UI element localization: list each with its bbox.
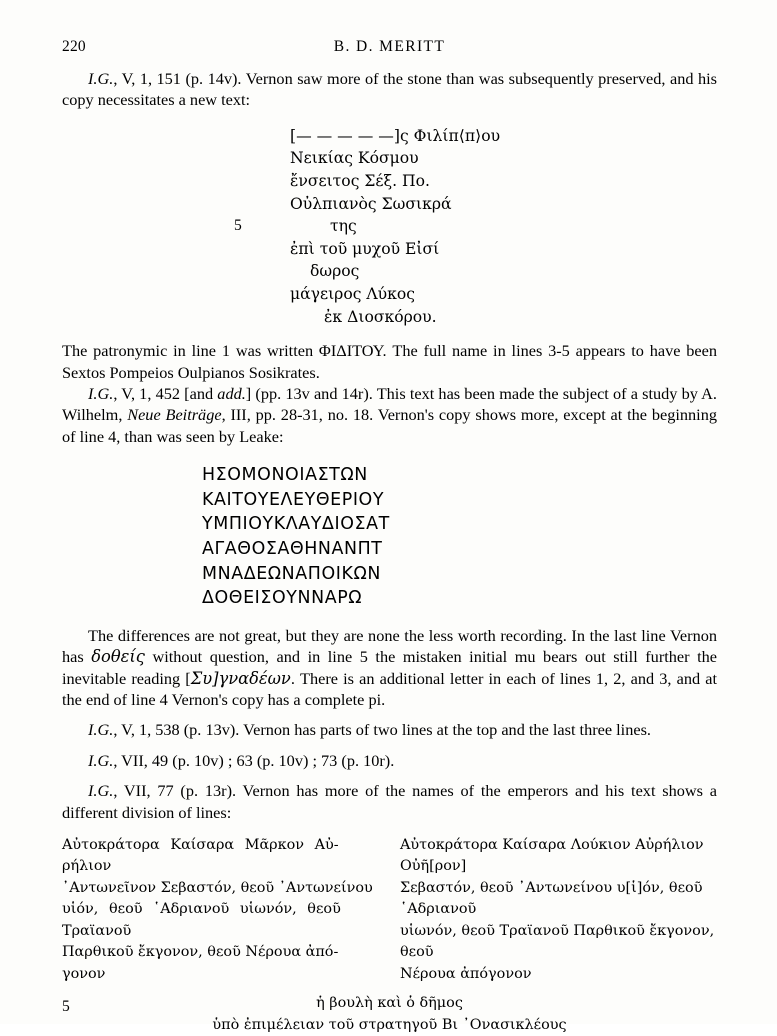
- inscription-line: ἡ βουλὴ καὶ ὁ δῆμος: [316, 995, 463, 1012]
- inscription-line: [62, 147, 717, 170]
- citation-ig-4: I.G.: [88, 750, 114, 770]
- citation-ig-5: I.G.: [88, 781, 114, 801]
- inscription-line: [62, 283, 717, 306]
- page-content: [62, 38, 717, 1036]
- inscription-line: [62, 238, 717, 261]
- inscription-tail: [62, 993, 717, 1036]
- running-title: B. D. MERITT: [333, 38, 446, 55]
- inscription-column-left: [62, 835, 378, 985]
- paragraph-3-text-c: , III, pp. 28-31, no. 18. Vernon's copy shows more, except at the beginning of line 4, than was seen by Leake:: [62, 405, 717, 446]
- majuscule-line: ΜΝΑΔΕΩΝΑΠΟΙΚΩΝ: [202, 563, 381, 584]
- paragraph-2: The patronymic in line 1 was written ΦΙΔΙΤΟΥ. The full name in lines 3-5 appears to have been Sextos Pompeios Oulpianos Sosikrates.: [62, 341, 717, 382]
- inscription-line: θεοῦ: [400, 944, 434, 961]
- inscription-line-text: ἐκ Διοσκόρου.: [324, 307, 437, 326]
- inscription-line: [62, 306, 717, 329]
- citation-ig-1: I.G.: [88, 69, 114, 88]
- inscription-line: [62, 193, 717, 216]
- inscription-line-text: [— — — — —]ς Φιλίπ⟨π⟩ου: [290, 126, 501, 145]
- inscription-line-text: της: [330, 217, 357, 236]
- majuscule-line: ΔΟΘΕΙΣΟΥΝΝΑΡΩ: [202, 588, 363, 609]
- inscription-column-right: [400, 835, 716, 985]
- inscription-line: [62, 215, 717, 238]
- inscription-line: Τραϊανοῦ: [62, 922, 132, 939]
- inscription-line: ᾿Αντωνεῖνον Σεβαστόν, θεοῦ ᾿Αντωνείνου: [62, 879, 373, 896]
- inscription-line: Αὐτοκράτορα Καίσαρα Λούκιον Αὐρήλιον: [400, 836, 704, 853]
- inscription-line: [62, 170, 717, 193]
- inscription-line-text: Νεικίας Κόσμου: [290, 149, 419, 168]
- inscription-line: ὑπὸ ἐπιμέλειαν τοῦ στρατηγοῦ Βι ᾿Ονασικλέους: [212, 1016, 567, 1033]
- majuscule-line: ΗΣΟΜΟΝΟΙΑΣΤΩΝ: [202, 464, 368, 485]
- inscription-line: [62, 125, 717, 148]
- paragraph-4-text-a: The differences are not great, but they are none the less worth recording. In the last line Vernon has: [62, 626, 717, 667]
- inscription-line: Παρθικοῦ ἔκγονον, θεοῦ Νέρουα ἀπό-: [62, 944, 339, 961]
- paragraph-1: [62, 68, 717, 111]
- paragraph-6: [62, 750, 717, 771]
- inscription-line-text: ἔνσειτος Σέξ. Πο.: [290, 171, 430, 190]
- paragraph-3-text-a: , V, 1, 452 [and: [113, 383, 218, 403]
- paragraph-4: [62, 625, 717, 710]
- majuscule-line: ΥΜΠΙΟΥΚΛΑΥΔΙΟΣΑΤ: [202, 514, 390, 535]
- paragraph-5: [62, 719, 717, 740]
- inscription-line: Οὐῆ[ρον]: [400, 858, 467, 875]
- majuscule-line: ΚΑΙΤΟΥΕΛΕΥΘΕΡΙΟΥ: [202, 489, 385, 510]
- inscription-line: ῾Αδριανοῦ: [400, 901, 477, 918]
- inscription-line-text: δωρος: [310, 262, 360, 281]
- two-column-inscription: [62, 835, 717, 985]
- inscription-line: Αὐτοκράτορα Καίσαρα Μᾶρκον Αὐ-: [62, 836, 339, 853]
- inscription-line-text: ἐπὶ τοῦ μυχοῦ Εἰσί: [290, 239, 440, 258]
- greek-word-synnadeon: Συ]γναδέων: [190, 668, 291, 688]
- inscription-line: ρήλιον: [62, 858, 112, 875]
- inscription-line: [62, 260, 717, 283]
- inscription-line: Σεβαστόν, θεοῦ ᾿Αντωνείνου υ[ἱ]όν, θεοῦ: [400, 879, 703, 896]
- page-number: 220: [62, 38, 86, 55]
- running-head: [62, 38, 717, 68]
- paragraph-4-text-c: . There is an additional letter in each of lines 1, 2, and 3, and at the end of line 4 Vernon's copy has a complete pi.: [62, 668, 718, 710]
- line-number: 5: [234, 217, 242, 235]
- inscription-line: Νέρουα ἀπόγονον: [400, 965, 532, 982]
- paragraph-3: [62, 383, 717, 447]
- paragraph-3-text-b: ] (pp. 13v and 14r). This text has been made the subject of a study by A. Wilhelm,: [62, 383, 718, 425]
- paragraph-6-text: , VII, 49 (p. 10v) ; 63 (p. 10v) ; 73 (p. 10r).: [113, 750, 395, 770]
- addendum-label: add.: [217, 383, 246, 403]
- line-number: 5: [62, 998, 70, 1016]
- inscription-line: υἱωνόν, θεοῦ Τραϊανοῦ Παρθικοῦ ἔκγονον,: [400, 922, 715, 939]
- work-title: Neue Beiträge: [127, 405, 222, 425]
- inscription-line-text: μάγειρος Λύκος: [290, 284, 416, 303]
- paragraph-1-text: , V, 1, 151 (p. 14v). Vernon saw more of the stone than was subsequently preserved, and his copy necessitates a new text:: [62, 69, 717, 110]
- citation-ig-2: I.G.: [88, 383, 114, 403]
- paragraph-7: [62, 780, 717, 823]
- paragraph-4-text-b: without question, and in line 5 the mistaken initial mu bears out still further the inevitable reading [: [62, 647, 717, 688]
- inscription-line: γονον: [62, 965, 106, 982]
- paragraph-5-text: , V, 1, 538 (p. 13v). Vernon has parts of two lines at the top and the last three lines.: [113, 720, 651, 740]
- paragraph-7-text: , VII, 77 (p. 13r). Vernon has more of the names of the emperors and his text shows a different division of lines:: [62, 781, 717, 822]
- inscription-line-text: Οὐλπιανὸς Σωσικρά: [290, 194, 452, 213]
- citation-ig-3: I.G.: [88, 720, 114, 740]
- majuscule-line: ΑΓΑΘΟΣΑΘΗΝΑΝΠΤ: [202, 539, 383, 559]
- inscription-block-2: [62, 463, 717, 611]
- inscription-line: υἱόν, θεοῦ ῾Αδριανοῦ υἱωνόν, θεοῦ: [62, 901, 341, 918]
- inscription-block-1: [62, 125, 717, 328]
- greek-word-dotheis: δοθείς: [91, 647, 145, 667]
